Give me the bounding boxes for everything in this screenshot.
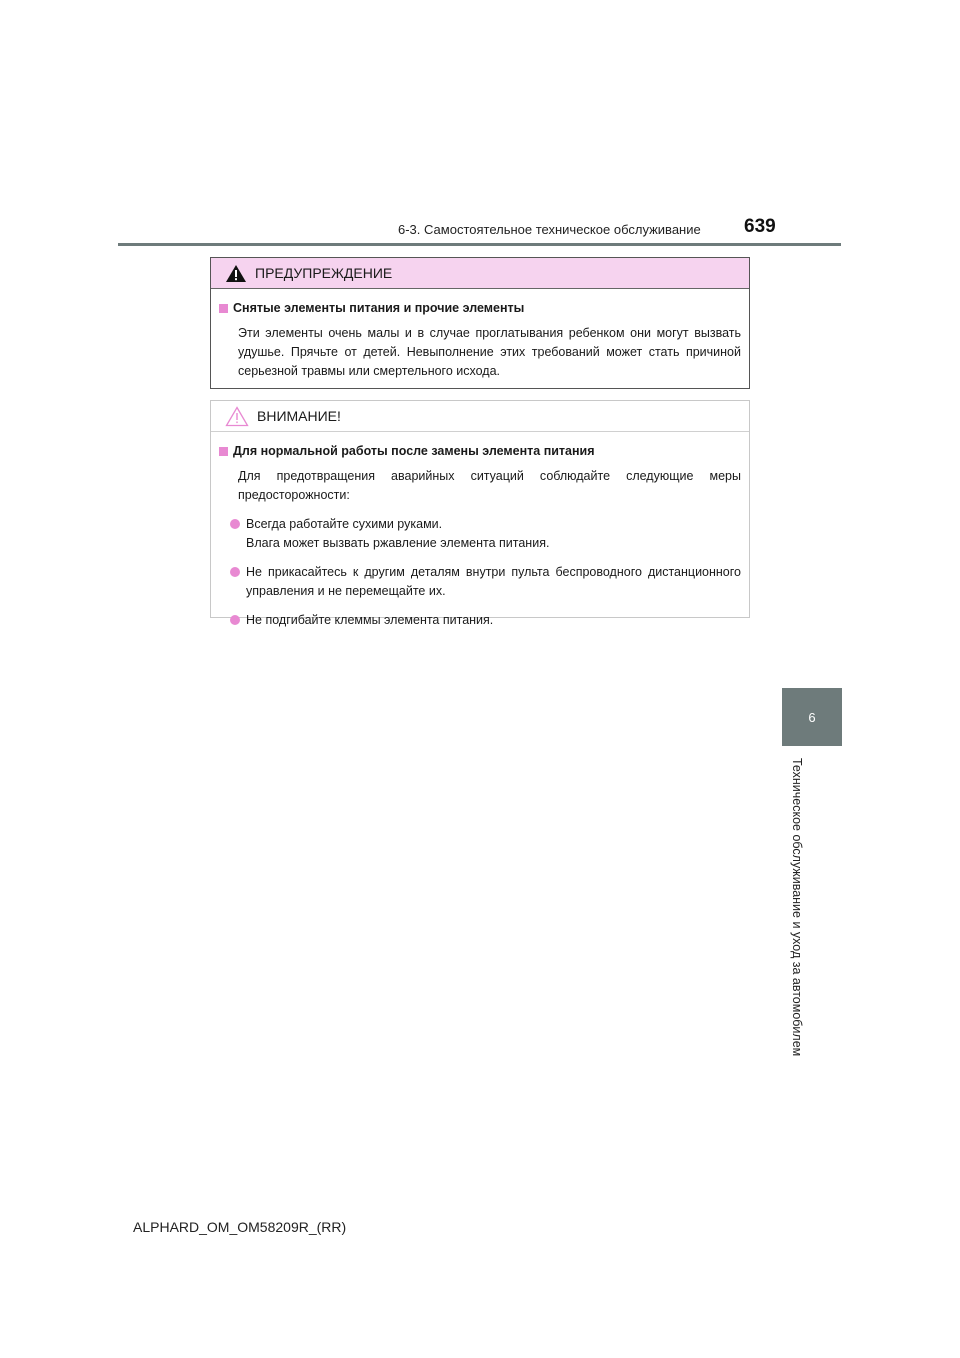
- caution-title: ВНИМАНИЕ!: [257, 408, 341, 424]
- header-divider: [118, 243, 841, 246]
- caution-body: [211, 432, 749, 630]
- caution-bullet: [230, 611, 741, 630]
- caution-item-heading: [219, 444, 741, 458]
- square-bullet-icon: [219, 304, 228, 313]
- round-bullet-icon: [230, 567, 240, 577]
- warning-triangle-icon: [225, 264, 247, 283]
- header-section-title: 6-3. Самостоятельное техническое обслуживание: [398, 222, 701, 237]
- caution-box: [210, 400, 750, 627]
- warning-item-title: Снятые элементы питания и прочие элементы: [233, 301, 525, 315]
- round-bullet-icon: [230, 615, 240, 625]
- warning-text: Эти элементы очень малы и в случае проглатывания ребенком они могут вызвать удушье. Прячьте от детей. Невыполнение этих требований может стать причиной серьезной травмы или смертельного исхода.: [238, 326, 741, 378]
- caution-item-title: Для нормальной работы после замены элемента питания: [233, 444, 595, 458]
- document-code: ALPHARD_OM_OM58209R_(RR): [133, 1219, 347, 1235]
- bullet-line: Влага может вызвать ржавление элемента питания.: [246, 536, 550, 550]
- page-number: 639: [744, 216, 776, 237]
- bullet-line: Не прикасайтесь к другим деталям внутри пульта беспроводного дистанционного управления и не перемещайте их.: [246, 565, 741, 598]
- warning-header: [211, 258, 749, 289]
- warning-title: ПРЕДУПРЕЖДЕНИЕ: [255, 265, 393, 281]
- chapter-tab: [782, 688, 842, 746]
- chapter-number: 6: [808, 709, 816, 725]
- warning-body: [211, 289, 749, 381]
- caution-header: [211, 401, 749, 432]
- bullet-line: Всегда работайте сухими руками.: [246, 517, 443, 531]
- caution-triangle-icon: [225, 406, 249, 427]
- warning-item-heading: [219, 301, 741, 315]
- chapter-caption: Техническое обслуживание и уход за автомобилем: [790, 758, 804, 1057]
- caution-bullet: [230, 563, 741, 601]
- round-bullet-icon: [230, 519, 240, 529]
- caution-bullet: [230, 515, 741, 553]
- caution-text: Для предотвращения аварийных ситуаций соблюдайте следующие меры предосторожности:: [238, 469, 741, 502]
- square-bullet-icon: [219, 447, 228, 456]
- bullet-line: Не подгибайте клеммы элемента питания.: [246, 613, 494, 627]
- warning-box: [210, 257, 750, 389]
